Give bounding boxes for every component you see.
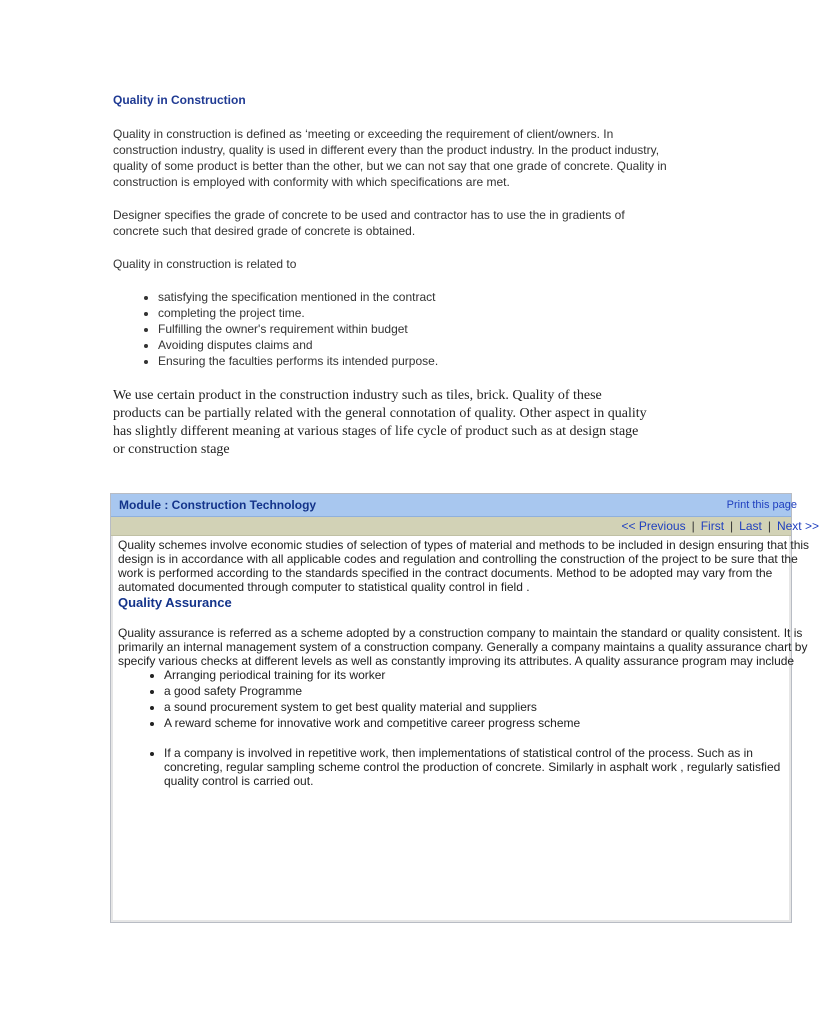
intro-paragraph-1: Quality in construction is defined as ‘meeting or exceeding the requirement of client/owners. In construction industry, quality is used in different every than the product industry. In the product industry, quality of some product is better than the other, but we can not say that one grade of concrete. Quality in construction is employed with conformity with which specifications are met. (113, 127, 667, 189)
list-item: • Avoiding disputes claims and (158, 337, 673, 353)
list-item: • a good safety Programme (164, 684, 804, 698)
first-link[interactable]: First (700, 519, 725, 533)
intro-paragraph-4: We use certain product in the construction industry such as tiles, brick. Quality of these products can be partially related with the general connotation of quality. Other aspect in quality has slightly different meaning at various stages of life cycle of product such as at design stage or construction stage (113, 388, 647, 457)
module-title: Module : Construction Technology (119, 498, 317, 512)
list-item: • Fulfilling the owner's requirement within budget (158, 321, 673, 337)
previous-link[interactable]: << Previous (621, 519, 686, 533)
module-content (111, 536, 810, 922)
quality-assurance-heading: Quality Assurance (118, 595, 232, 610)
module-header (111, 494, 797, 517)
qa-bullet-list (118, 668, 804, 730)
intro-bullet-list (113, 289, 673, 369)
intro-section (113, 92, 673, 459)
module-paragraph-2: Quality assurance is referred as a scheme adopted by a construction company to maintain the standard or quality consistent. It is primarily an internal management system of a construction company. Generally a company maintains a quality assurance chart by specify various checks at different levels as well as constantly improving its attributes. A quality assurance program may include (118, 626, 808, 668)
list-item: • completing the project time. (158, 305, 673, 321)
qa-bullet-list-2 (118, 746, 804, 788)
intro-paragraph-2: Designer specifies the grade of concrete to be used and contractor has to use the in gradients of concrete such that desired grade of concrete is obtained. (113, 208, 625, 238)
page-navigation (111, 517, 819, 536)
page-title: Quality in Construction (113, 93, 246, 107)
nav-separator: | (767, 519, 771, 533)
list-item: • Arranging periodical training for its worker (164, 668, 804, 682)
nav-separator: | (730, 519, 734, 533)
module-paragraph-1: Quality schemes involve economic studies of selection of types of material and methods to be included in design ensuring that this design is in accordance with all applicable codes and regulation and controlling the construction of the project to be sure that the work is performed according to the standards specified in the contract documents. Method to be adopted may vary from the automated documented through computer to statistical quality control in field . (118, 538, 810, 594)
list-item: • Ensuring the faculties performs its intended purpose. (158, 353, 673, 369)
intro-paragraph-3: Quality in construction is related to (113, 257, 297, 271)
nav-separator: | (691, 519, 695, 533)
module-panel (110, 493, 819, 923)
print-page-link[interactable]: Print this page (726, 499, 797, 511)
list-item: • satisfying the specification mentioned in the contract (158, 289, 673, 305)
next-link[interactable]: Next >> (776, 519, 819, 533)
list-item: • a sound procurement system to get best quality material and suppliers (164, 700, 804, 714)
last-link[interactable]: Last (739, 519, 762, 533)
list-item: • If a company is involved in repetitive work, then implementations of statistical control of the process. Such as in concreting, regular sampling scheme control the production of concrete. Similarly in asphalt work , regularly satisfied quality control is carried out. (164, 746, 804, 788)
list-item: • A reward scheme for innovative work and competitive career progress scheme (164, 716, 804, 730)
